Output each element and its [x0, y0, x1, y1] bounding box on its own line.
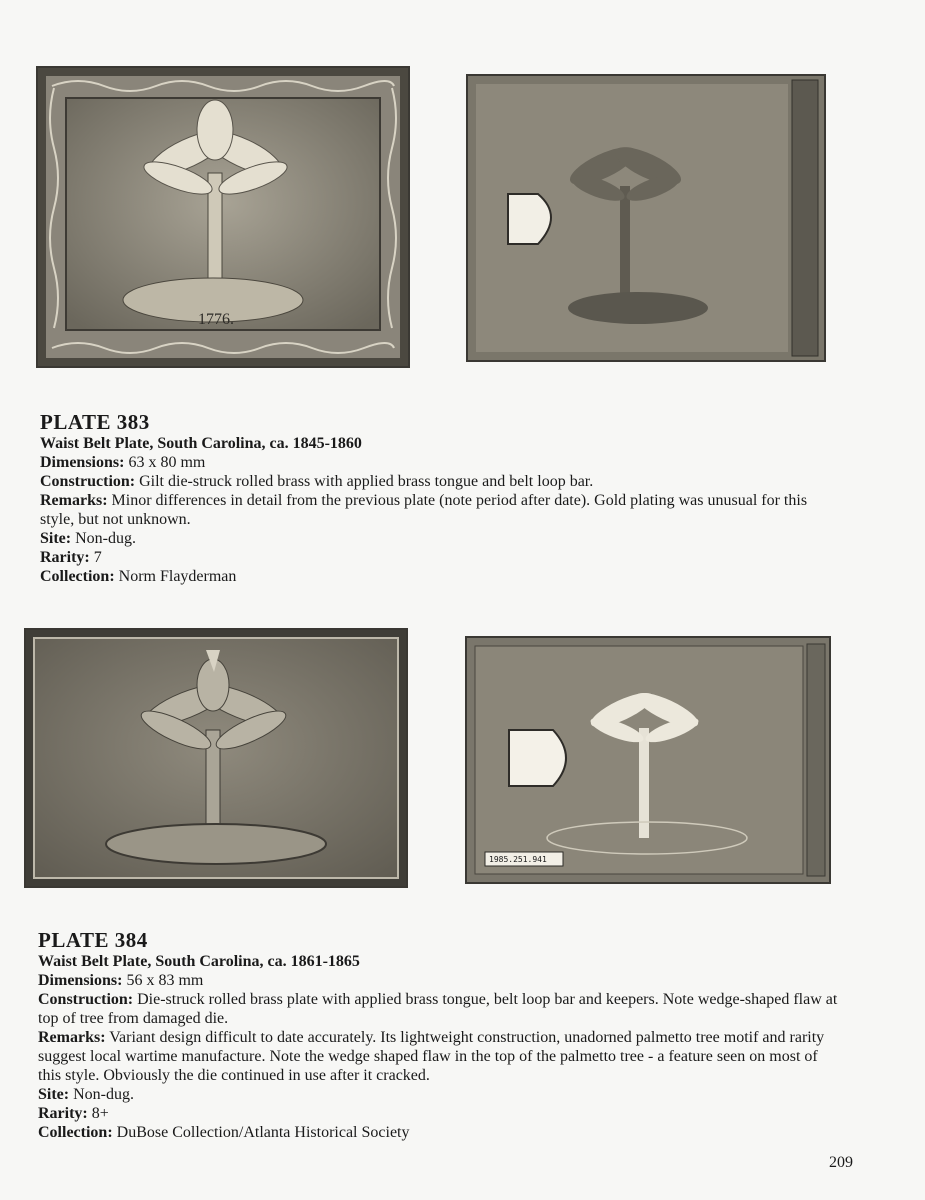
plate-384-caption [38, 928, 838, 1142]
field-label: Collection: [38, 1124, 113, 1141]
plate-383-caption [40, 410, 840, 586]
field-value: 7 [93, 549, 102, 566]
plate-383-back-photo [466, 74, 826, 362]
plate-384-construction [38, 990, 838, 1028]
catalog-tag: 1985.251.941 [489, 855, 547, 864]
field-label: Construction: [40, 473, 136, 490]
field-value: 56 x 83 mm [126, 972, 204, 989]
plate-384-collection [38, 1123, 838, 1142]
field-value: Die-struck rolled brass plate with applied brass tongue, belt loop bar and keepers. Note wedge-shaped flaw at top of tree from damaged die. [38, 991, 838, 1027]
plate-383-construction [40, 472, 840, 491]
field-value: Non-dug. [73, 1086, 134, 1103]
field-label: Rarity: [40, 549, 90, 566]
field-value: Non-dug. [75, 530, 136, 547]
field-label: Rarity: [38, 1105, 88, 1122]
plate-384-site [38, 1085, 838, 1104]
plate-384-front-photo [24, 628, 408, 888]
field-label: Site: [40, 530, 72, 547]
plate-384-rarity [38, 1104, 838, 1123]
field-label: Remarks: [38, 1029, 106, 1046]
plate-384-title: PLATE 384 [38, 928, 148, 952]
field-value: 8+ [91, 1105, 109, 1122]
field-label: Site: [38, 1086, 70, 1103]
plate-384-subtitle: Waist Belt Plate, South Carolina, ca. 1861-1865 [38, 953, 360, 970]
plate-383-date-marking: 1776. [198, 311, 234, 328]
field-label: Dimensions: [38, 972, 123, 989]
field-label: Construction: [38, 991, 134, 1008]
plate-383-collection [40, 567, 840, 586]
plate-383-dimensions [40, 453, 840, 472]
field-value: 63 x 80 mm [128, 454, 206, 471]
field-label: Collection: [40, 568, 115, 585]
page-number: 209 [829, 1154, 853, 1171]
plate-383-remarks [40, 491, 840, 529]
plate-383-title: PLATE 383 [40, 410, 150, 434]
field-label: Remarks: [40, 492, 108, 509]
field-value: Gilt die-struck rolled brass with applied brass tongue and belt loop bar. [139, 473, 594, 490]
field-value: Norm Flayderman [118, 568, 237, 585]
field-value: DuBose Collection/Atlanta Historical Society [116, 1124, 410, 1141]
field-label: Dimensions: [40, 454, 125, 471]
plate-384-remarks [38, 1028, 838, 1085]
plate-383-subtitle: Waist Belt Plate, South Carolina, ca. 1845-1860 [40, 435, 362, 452]
plate-384-dimensions [38, 971, 838, 990]
plate-383-site [40, 529, 840, 548]
field-value: Variant design difficult to date accurately. Its lightweight construction, unadorned palmetto tree motif and rarity suggest local wartime manufacture. Note the wedge shaped flaw in the top of the palmetto tree - a feature seen on most of this style. Obviously the die continued in use after it cracked. [38, 1029, 825, 1084]
plate-383-rarity [40, 548, 840, 567]
plate-383-front-photo [36, 66, 410, 368]
field-value: Minor differences in detail from the previous plate (note period after date). Gold plating was unusual for this style, but not unknown. [40, 492, 808, 528]
plate-384-back-photo [465, 636, 831, 884]
